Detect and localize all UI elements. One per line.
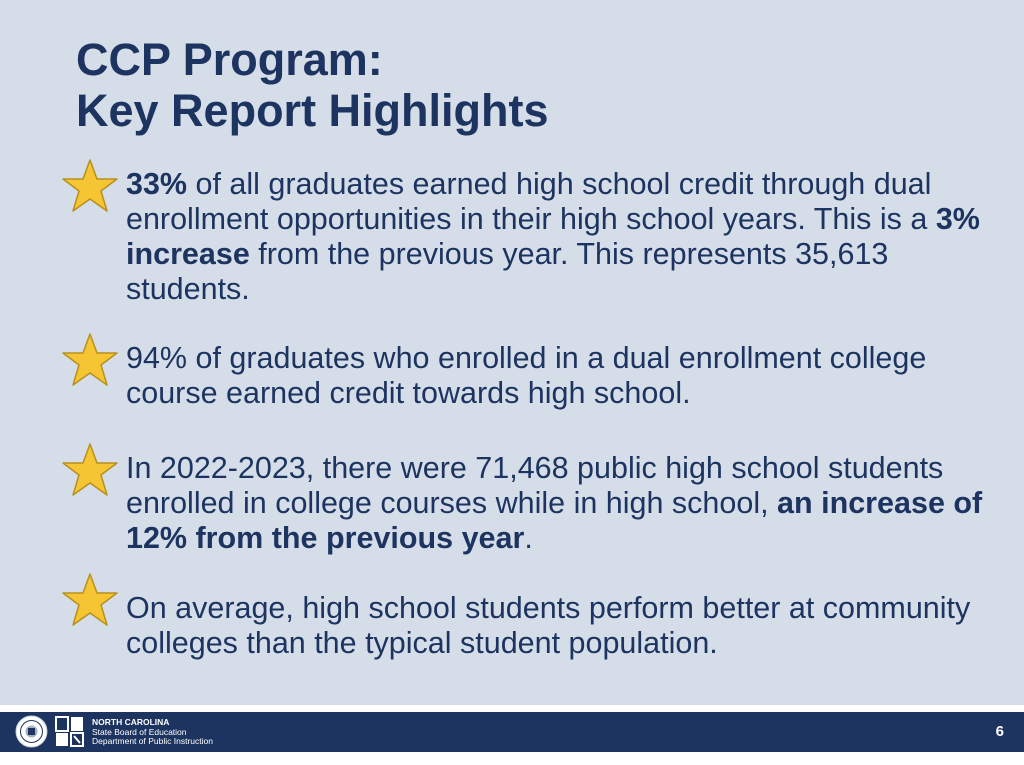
bullet-emphasis: an increase of 12% from the previous year [126,486,983,555]
bullet-text [126,167,1006,307]
dpi-logo-icon [55,715,85,748]
bullet-text [126,591,1006,661]
bullet-run: On average, high school students perform better at community colleges than the typical student population. [126,591,971,660]
bullet-run: In 2022-2023, there were 71,468 public high school students enrolled in college courses while in high school, [126,451,944,520]
bullet-text [126,451,1006,556]
bullet-text [126,341,1006,411]
bullet-run: 94% of graduates who enrolled in a dual enrollment college course earned credit towards high school. [126,341,927,410]
organization-name [92,718,213,747]
bullet-run: from the previous year. This represents 35,613 students. [126,237,889,306]
footer-bottom-strip [0,752,1024,765]
bullet-emphasis: 33% [126,167,188,201]
org-line-1: NORTH CAROLINA [92,717,170,727]
title-line-2: Key Report Highlights [76,85,549,136]
page-number: 6 [995,723,1004,740]
bullet-run: . [524,521,533,555]
org-line-2: State Board of Education [92,726,187,737]
star-icon [60,442,120,498]
org-line-3: Department of Public Instruction [92,736,213,746]
slide-title [76,34,549,136]
star-icon [60,158,120,214]
bullet-run: of all graduates earned high school credit through dual enrollment opportunities in their high school years. This is a [126,167,936,236]
state-seal-icon [15,715,48,748]
star-icon [60,572,120,628]
bullet-emphasis: 3% increase [126,202,980,271]
title-line-1: CCP Program: [76,34,383,85]
star-icon [60,332,120,388]
footer-bar [0,712,1024,752]
